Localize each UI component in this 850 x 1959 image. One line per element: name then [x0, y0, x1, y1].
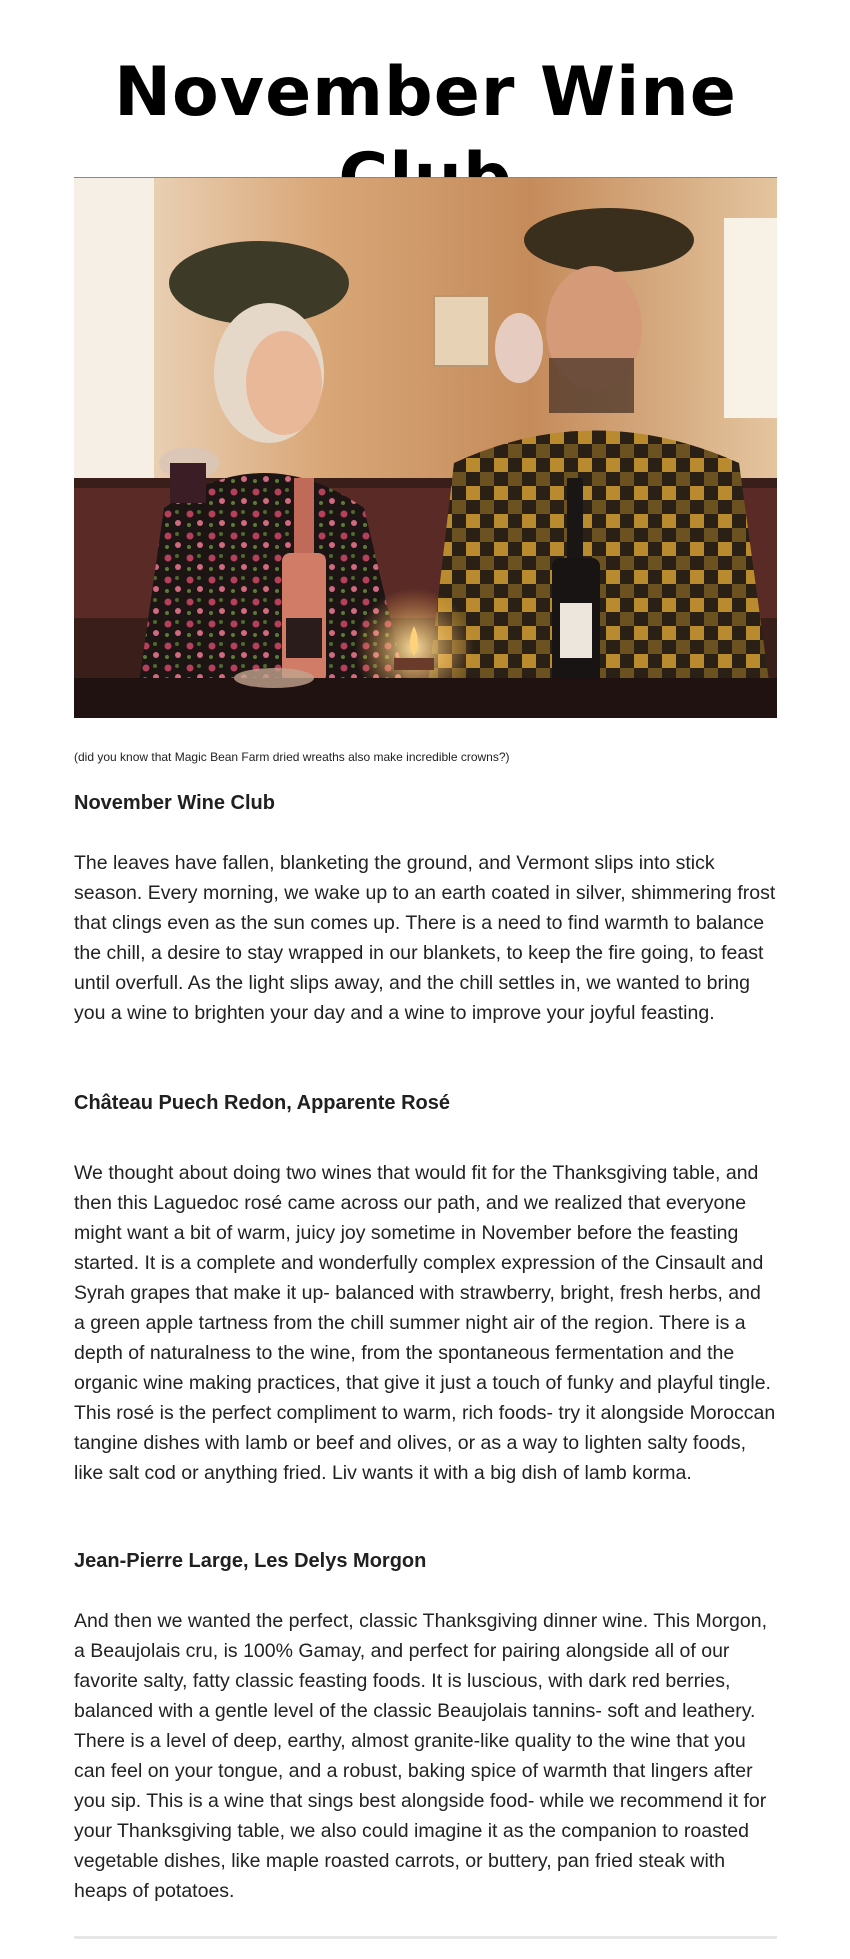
hero-photo [74, 177, 777, 718]
wine2-heading: Jean-Pierre Large, Les Delys Morgon [74, 1550, 427, 1572]
newsletter-page [74, 0, 777, 1902]
page-title: November Wine [114, 53, 737, 132]
wine1-heading: Château Puech Redon, Apparente Rosé [74, 1092, 450, 1114]
wine-photo-icon [74, 178, 777, 718]
wine1-paragraph: We thought about doing two wines that would fit for the Thanksgiving table, and then this Laguedoc rosé came across our path, and we realized that everyone might want a bit of warm, juicy joy sometime in November before the feasting started. It is a complete and wonderfully complex expression of the Cinsault and Syrah grapes that make it up- balanced with strawberry, bright, fresh herbs, and a green apple tartness from the chill summer night air of the region. There is a depth of naturalness to the wine, from the spontaneous fermentation and the organic wine making practices, that give it just a touch of funky and playful tingle. This rosé is the perfect compliment to warm, rich foods- try it alongside Moroccan tangine dishes with lamb or beef and olives, or as a way to lighten salty foods, like salt cod or anything fried. Liv wants it with a big dish of lamb korma. [74, 1162, 776, 1484]
wine2-paragraph: And then we wanted the perfect, classic Thanksgiving dinner wine. This Morgon, a Beaujolais cru, is 100% Gamay, and perfect for pairing alongside all of our favorite salty, fatty classic feasting foods. It is luscious, with dark red berries, balanced with a gentle level of the classic Beaujolais tannins- soft and leathery. There is a level of deep, earthy, almost granite-like quality to the wine that you can feel on your tongue, and a robust, baking spice of warmth that lingers after you sip. This is a wine that sings best alongside food- while we recommend it for your Thanksgiving table, we also could imagine it as the companion to roasted vegetable dishes, like maple roasted carrots, or buttery, pan fried steak with heaps of potatoes. [74, 1610, 767, 1902]
footer-divider [74, 1936, 777, 1939]
photo-caption: (did you know that Magic Bean Farm dried wreaths also make incredible crowns?) [74, 750, 510, 764]
intro-paragraph: The leaves have fallen, blanketing the ground, and Vermont slips into stick season. Every morning, we wake up to an earth coated in silver, shimmering frost that clings even as the sun comes up. There is a need to find warmth to balance the chill, a desire to stay wrapped in our blankets, to keep the fire going, to feast until overfull. As the light slips away, and the chill settles in, we wanted to bring you a wine to brighten your day and a wine to improve your joyful feasting. [74, 852, 776, 1024]
intro-heading: November Wine Club [74, 792, 275, 814]
